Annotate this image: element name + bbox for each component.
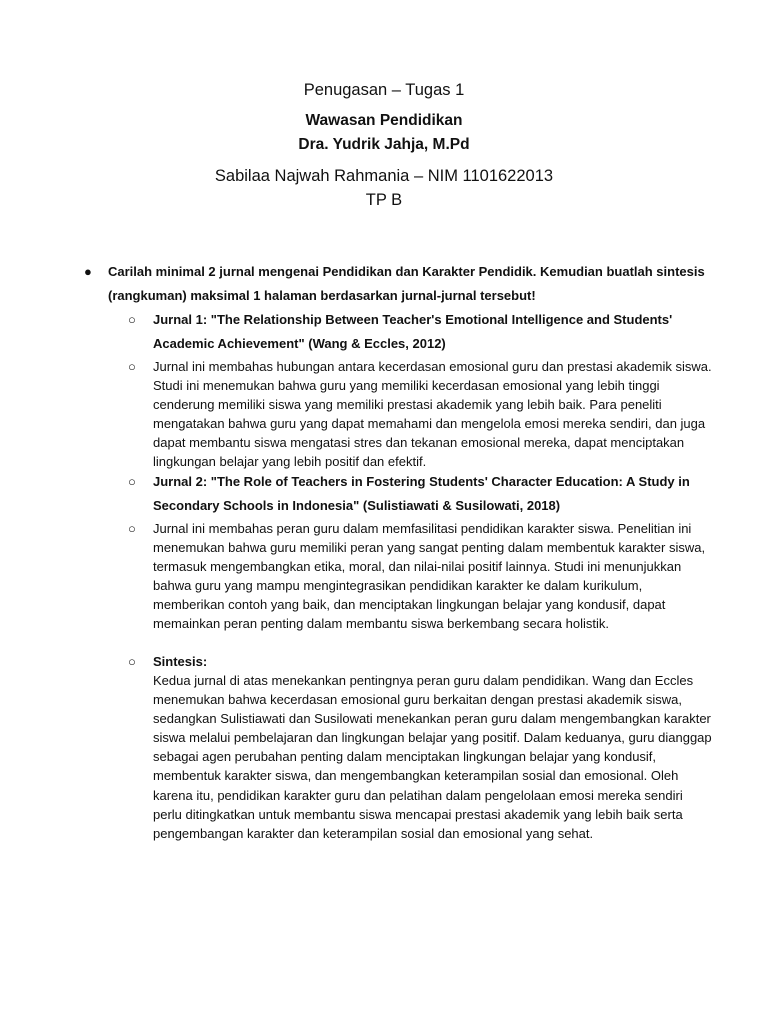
journal2-summary: Jurnal ini membahas peran guru dalam memfasilitasi pendidikan karakter siswa. Penelitian ini menemukan bahwa guru memiliki peran yang sangat penting dalam membentuk karakter siswa, termasuk mengembangkan etika, moral, dan nilai-nilai positif lainnya. Studi ini menunjukkan bahwa guru yang mampu mengintegrasikan pendidikan karakter ke dalam kurikulum, memberikan contoh yang baik, dan menciptakan lingkungan belajar yang kondusif, dapat memainkan peran penting dalam membantu siswa berkembang secara holistik. xyxy=(153,521,706,632)
circle-bullet-icon: ○ xyxy=(128,474,136,489)
journal1-summary: Jurnal ini membahas hubungan antara kecerdasan emosional guru dan prestasi akademik siswa. Studi ini menemukan bahwa guru yang memiliki kecerdasan emosional yang lebih tinggi cenderung memiliki siswa yang memiliki prestasi akademik yang lebih baik. Para peneliti mengatakan bahwa guru yang dapat memahami dan mengelola emosi mereka sendiri, dan juga dapat membantu siswa mengatasi stres dan tekanan emosional mereka, dapat menciptakan lingkungan belajar yang lebih positif dan efektif. xyxy=(153,359,712,470)
circle-bullet-icon: ○ xyxy=(128,521,136,536)
journal1-title: Jurnal 1: "The Relationship Between Teacher's Emotional Intelligence and Students' Academic Achievement" (Wang & Eccles, 2012) xyxy=(153,312,673,351)
disc-bullet-icon: ● xyxy=(84,264,92,279)
assignment-subtitle: Penugasan – Tugas 1 xyxy=(303,81,465,99)
student-name: Sabilaa Najwah Rahmania – NIM 1101622013 xyxy=(214,167,554,185)
class-name: TP B xyxy=(365,191,403,209)
synthesis-body: Kedua jurnal di atas menekankan pentingnya peran guru dalam pendidikan. Wang dan Eccles menemukan bahwa kecerdasan emosional guru berkaitan dengan prestasi akademik siswa, sedangkan Sulistiawati dan Susilowati menekankan peran guru dalam mengembangkan karakter siswa melalui pembelajaran dan lingkungan belajar yang positif. Dalam keduanya, guru dianggap sebagai agen perubahan penting dalam menciptakan lingkungan belajar yang kondusif, membentuk karakter siswa, dan mengembangkan keterampilan sosial dan emosional. Oleh karena itu, pendidikan karakter guru dan pelatihan dalam pengelolaan emosi mereka sendiri perlu ditingkatkan untuk membantu siswa mencapai prestasi akademik yang lebih baik serta pengembangan karakter dan keterampilan sosial dan emosional yang sehat. xyxy=(153,673,712,841)
task-instruction: Carilah minimal 2 jurnal mengenai Pendidikan dan Karakter Pendidik. Kemudian buatlah sintesis (rangkuman) maksimal 1 halaman berdasarkan jurnal-jurnal tersebut! xyxy=(108,264,705,303)
course-title: Wawasan Pendidikan xyxy=(305,112,463,129)
circle-bullet-icon: ○ xyxy=(128,312,136,327)
synthesis-label: Sintesis: xyxy=(153,654,208,669)
circle-bullet-icon: ○ xyxy=(128,359,136,374)
circle-bullet-icon: ○ xyxy=(128,654,136,669)
journal2-title: Jurnal 2: "The Role of Teachers in Fostering Students' Character Education: A Study in Secondary Schools in Indonesia" (Sulistiawati & Susilowati, 2018) xyxy=(153,474,690,513)
lecturer-name: Dra. Yudrik Jahja, M.Pd xyxy=(298,136,470,153)
